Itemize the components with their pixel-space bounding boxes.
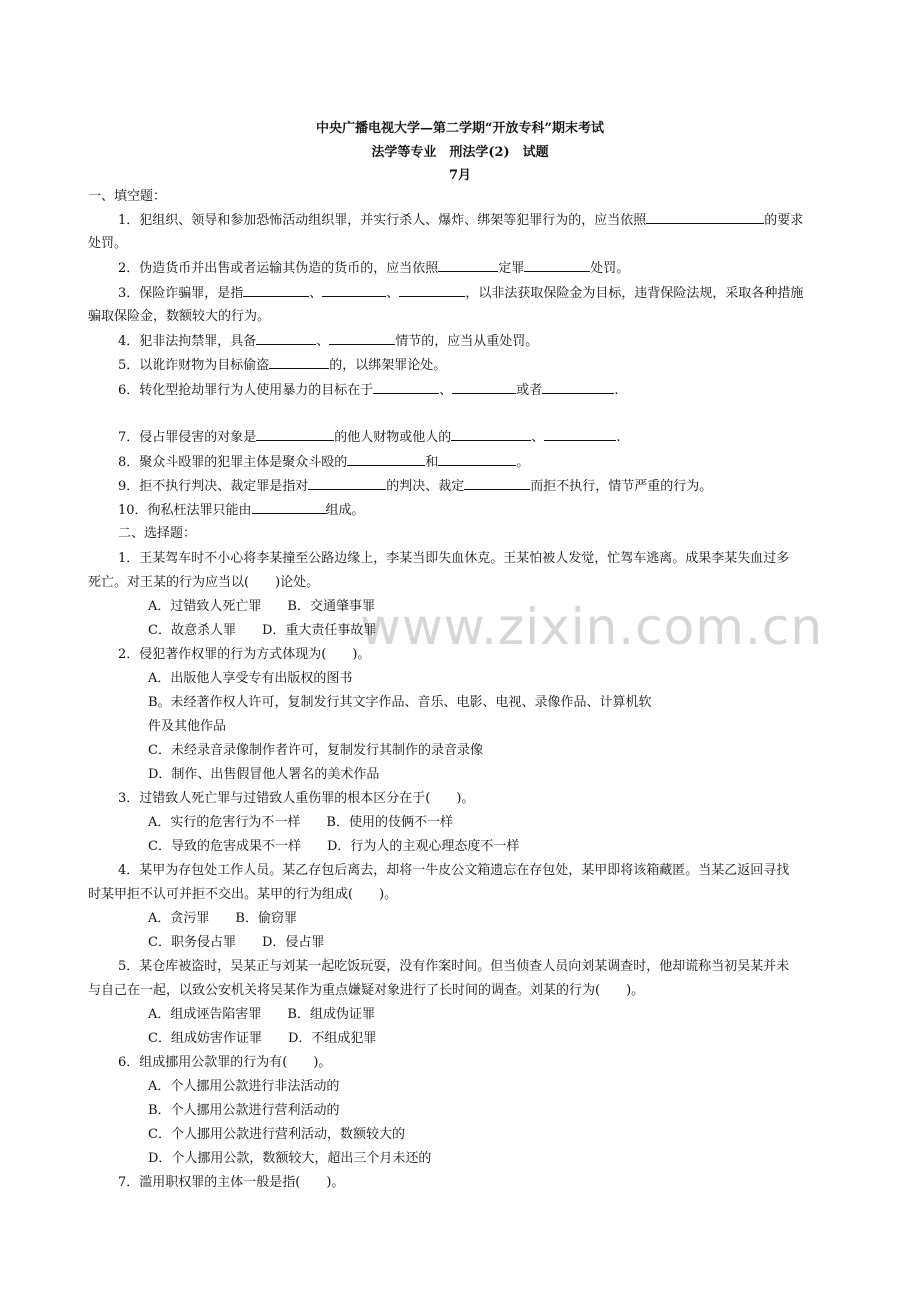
fill-q5: [118, 356, 446, 375]
fill-q6: [118, 381, 618, 400]
text: 或者: [516, 383, 543, 398]
choice-q2-option-b2: 件及其他作品: [148, 719, 227, 734]
answer-blank: [308, 477, 386, 490]
text: 5．以讹诈财物为目标偷盗: [118, 358, 270, 373]
choice-q2-option-a: A．出版他人享受专有出版权的图书: [148, 671, 353, 686]
text: 10．徇私枉法罪只能由: [118, 503, 252, 518]
choice-q6-option-b: B．个人挪用公款进行营利活动的: [148, 1103, 340, 1118]
fill-q1-line1: [118, 211, 803, 230]
answer-blank: [452, 381, 516, 394]
answer-blank: [451, 428, 531, 441]
exam-date: 7月: [448, 168, 472, 183]
text: 情节的，应当从重处罚。: [395, 334, 539, 349]
text: 的要求: [764, 213, 804, 228]
text: 、: [316, 334, 330, 349]
choice-q7-stem: 7．滥用职权罪的主体一般是指( )。: [118, 1175, 345, 1190]
answer-blank: [524, 259, 590, 272]
answer-blank: [269, 356, 329, 369]
fill-q2: [118, 259, 629, 278]
answer-blank: [329, 332, 395, 345]
choice-q4-stem2: 时某甲拒不认可并拒不交出。某甲的行为组成( )。: [88, 887, 398, 902]
choice-q4-options1: A．贪污罪 B．偷窃罪: [148, 911, 297, 926]
answer-blank: [544, 428, 616, 441]
text: 3．保险诈骗罪，是指: [118, 286, 244, 301]
choice-q6-option-c: C．个人挪用公款进行营利活动，数额较大的: [148, 1127, 405, 1142]
text: 处罚。: [590, 261, 630, 276]
choice-q1-stem2: 死亡。对王某的行为应当以( )论处。: [88, 575, 320, 590]
fill-q7: [118, 428, 620, 447]
text: .: [614, 383, 619, 398]
choice-q2-stem: 2．侵犯著作权罪的行为方式体现为( )。: [118, 647, 371, 662]
text: 、: [309, 286, 323, 301]
choice-heading: 二、选择题：: [118, 526, 197, 541]
fill-q3-line2: 骗取保险金，数额较大的行为。: [88, 309, 271, 324]
choice-q6-stem: 6．组成挪用公款罪的行为有( )。: [118, 1055, 332, 1070]
text: 9．拒不执行判决、裁定罪是指对: [118, 479, 309, 494]
text: 1．犯组织、领导和参加恐怖活动组织罪，并实行杀人、爆炸、绑架等犯罪行为的，应当依照: [118, 213, 647, 228]
choice-q5-options1: A．组成诬告陷害罪 B．组成伪证罪: [148, 1007, 375, 1022]
choice-q5-options2: C．组成妨害作证罪 D．不组成犯罪: [148, 1031, 377, 1046]
text: 。: [516, 455, 530, 470]
text: 2．伪造货币并出售或者运输其伪造的货币的，应当依照: [118, 261, 439, 276]
text: 组成。: [325, 503, 365, 518]
answer-blank: [542, 381, 614, 394]
text: 的他人财物或他人的: [334, 430, 452, 445]
answer-blank: [438, 259, 498, 272]
fill-q1-line2: 处罚。: [88, 236, 128, 251]
answer-blank: [243, 284, 309, 297]
choice-q6-option-a: A．个人挪用公款进行非法活动的: [148, 1079, 340, 1094]
choice-q1-options2: C．故意杀人罪 D．重大责任事故罪: [148, 623, 377, 638]
text: 6．转化型抢劫罪行为人使用暴力的目标在于: [118, 383, 374, 398]
choice-q3-options2: C．导致的危害成果不一样 D．行为人的主观心理态度不一样: [148, 839, 520, 854]
choice-q3-stem: 3．过错致人死亡罪与过错致人重伤罪的根本区分在于( )。: [118, 791, 475, 806]
choice-q4-options2: C．职务侵占罪 D．侵占罪: [148, 935, 325, 950]
text: 、: [439, 383, 453, 398]
choice-q2-option-d: D．制作、出售假冒他人署名的美术作品: [148, 767, 380, 782]
choice-q2-option-c: C．未经录音录像制作者许可，复制发行其制作的录音录像: [148, 743, 483, 758]
text: 而拒不执行，情节严重的行为。: [530, 479, 713, 494]
answer-blank: [256, 332, 316, 345]
fill-q9: [118, 477, 712, 496]
answer-blank: [373, 381, 439, 394]
choice-q4-stem1: 4．某甲为存包处工作人员。某乙存包后离去，却将一牛皮公文箱遗忘在存包处，某甲即将该箱藏匿。当某乙返回寻找: [118, 863, 790, 878]
text: 8．聚众斗殴罪的犯罪主体是聚众斗殴的: [118, 455, 348, 470]
answer-blank: [347, 453, 425, 466]
fill-q4: [118, 332, 538, 351]
answer-blank: [256, 428, 334, 441]
answer-blank: [399, 284, 465, 297]
fill-q3-line1: [118, 284, 803, 303]
text: .: [616, 430, 621, 445]
choice-q1-options1: A．过错致人死亡罪 B．交通肇事罪: [148, 599, 375, 614]
text: 的判决、裁定: [386, 479, 465, 494]
fill-q10: [118, 501, 365, 520]
fill-heading: 一、填空题：: [88, 189, 167, 204]
exam-subtitle: 法学等专业 刑法学(2) 试题: [371, 145, 549, 160]
text: 4．犯非法拘禁罪，具备: [118, 334, 257, 349]
answer-blank: [646, 211, 764, 224]
text: ，以非法获取保险金为目标，违背保险法规，采取各种措施: [465, 286, 804, 301]
choice-q6-option-d: D．个人挪用公款，数额较大，超出三个月未还的: [148, 1151, 432, 1166]
choice-q2-option-b1: B。未经著作权人许可，复制发行其文字作品、音乐、电影、电视、录像作品、计算机软: [148, 695, 652, 710]
exam-title: 中央广播电视大学—第二学期“开放专科”期末考试: [316, 121, 604, 136]
text: 和: [425, 455, 439, 470]
choice-q5-stem2: 与自己在一起，以致公安机关将吴某作为重点嫌疑对象进行了长时间的调查。刘某的行为( )。: [88, 983, 645, 998]
choice-q5-stem1: 5．某仓库被盗时，吴某正与刘某一起吃饭玩耍，没有作案时间。但当侦查人员向刘某调查时，他却谎称当初吴某并未: [118, 959, 790, 974]
text: 、: [531, 430, 545, 445]
choice-q1-stem1: 1．王某驾车时不小心将李某撞至公路边缘上，李某当即失血休克。王某怕被人发觉，忙驾车逃离。成果李某失血过多: [118, 551, 790, 566]
fill-q8: [118, 453, 529, 472]
answer-blank: [322, 284, 386, 297]
text: 、: [386, 286, 400, 301]
answer-blank: [252, 501, 326, 514]
text: 的，以绑架罪论处。: [329, 358, 447, 373]
text: 7．侵占罪侵害的对象是: [118, 430, 257, 445]
watermark: www.zixin.com.cn: [360, 598, 824, 656]
text: 定罪: [498, 261, 525, 276]
answer-blank: [438, 453, 516, 466]
answer-blank: [464, 477, 530, 490]
choice-q3-options1: A．实行的危害行为不一样 B．使用的伎俩不一样: [148, 815, 453, 830]
